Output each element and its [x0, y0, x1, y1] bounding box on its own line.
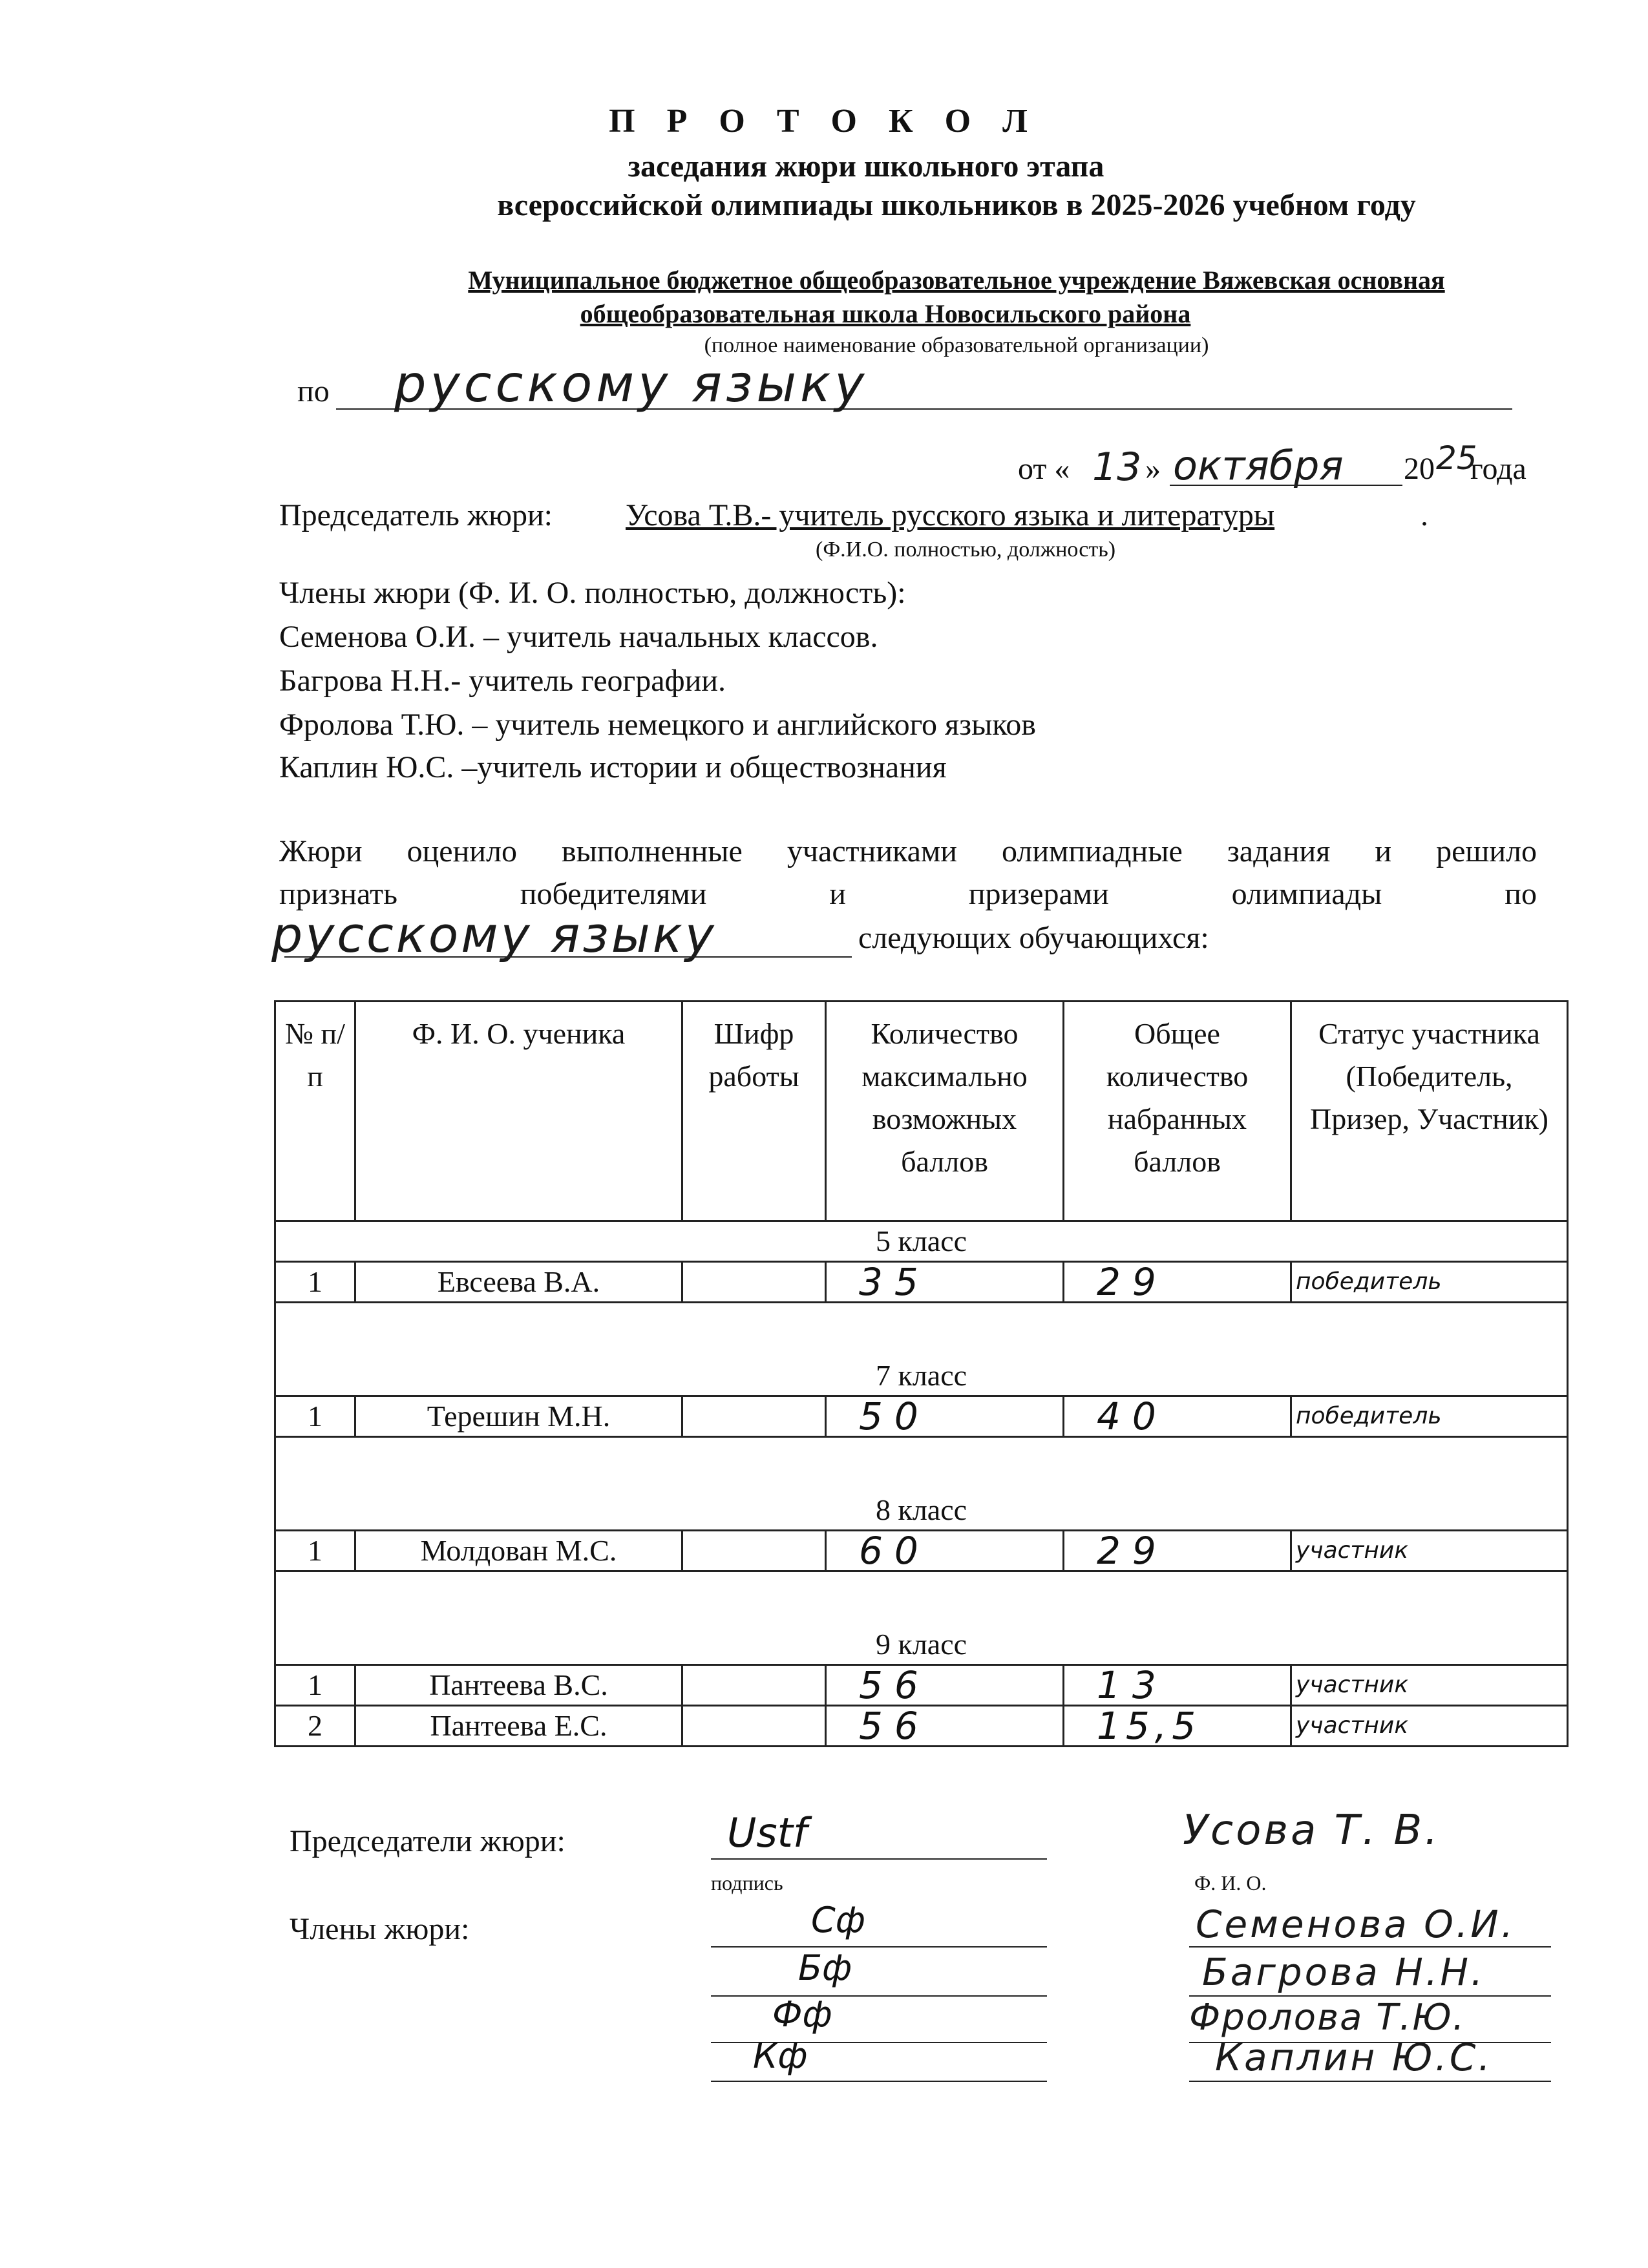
cell-num: 1	[275, 1531, 355, 1571]
chair-period: .	[1421, 498, 1428, 532]
cell-code	[682, 1396, 826, 1437]
document-subtitle-1: заседания жюри школьного этапа	[628, 149, 1104, 184]
date-suffix: года	[1470, 452, 1527, 486]
member-fio-line	[1189, 2081, 1551, 2082]
cell-name: Молдован М.С.	[355, 1531, 682, 1571]
cell-name: Терешин М.Н.	[355, 1396, 682, 1437]
date-day: 13	[1092, 445, 1142, 490]
grade-label: 9 класс	[275, 1571, 1568, 1665]
member-fio-handwritten: Фролова Т.Ю.	[1189, 1997, 1466, 2039]
decision-line-3-suffix: следующих обучающихся:	[858, 921, 1209, 955]
chair-label: Председатель жюри:	[279, 498, 553, 532]
document-subtitle-2: всероссийской олимпиады школьников в 2025-2026 учебном году	[497, 188, 1416, 222]
member-fio-line	[1189, 1946, 1551, 1948]
table-row	[275, 1262, 1568, 1303]
date-month: октября	[1173, 442, 1344, 489]
decision-word: победителями	[520, 877, 707, 911]
org-name-line-1: Муниципальное бюджетное общеобразовательное учреждение Вяжевская основная	[468, 266, 1445, 295]
cell-status: победитель	[1291, 1396, 1568, 1437]
chair-caption: (Ф.И.О. полностью, должность)	[816, 538, 1116, 562]
cell-max: 50	[826, 1396, 1064, 1437]
grade-row	[275, 1303, 1568, 1396]
member-line-3: Фролова Т.Ю. – учитель немецкого и английского языков	[279, 708, 1036, 742]
header-max: Количество максимально возможных баллов	[826, 1002, 1064, 1221]
date-mid: »	[1145, 452, 1161, 486]
header-code: Шифр работы	[682, 1002, 826, 1221]
cell-name: Пантеева В.С.	[355, 1665, 682, 1706]
date-prefix: от «	[1018, 452, 1070, 486]
org-name-line-2: общеобразовательная школа Новосильского района	[580, 299, 1191, 328]
member-sign-line	[711, 1946, 1047, 1948]
decision-line-1: Жюри оценило выполненные участниками олимпиадные задания и решило	[279, 834, 1537, 868]
cell-max: 35	[826, 1262, 1064, 1303]
table-row	[275, 1665, 1568, 1706]
cell-score: 13	[1064, 1665, 1291, 1706]
chair-value: Усова Т.В.- учитель русского языка и литературы	[626, 498, 1275, 532]
member-fio-handwritten: Багрова Н.Н.	[1202, 1950, 1486, 1994]
sign-caption: подпись	[711, 1871, 783, 1895]
grade-label: 7 класс	[275, 1303, 1568, 1396]
cell-num: 1	[275, 1262, 355, 1303]
cell-max: 60	[826, 1531, 1064, 1571]
decision-subject-handwritten: русскому языку	[271, 906, 717, 963]
chair-fio-handwritten: Усова Т. В.	[1183, 1807, 1441, 1854]
cell-score: 15,5	[1064, 1706, 1291, 1747]
member-line-1: Семенова О.И. – учитель начальных классов.	[279, 620, 878, 654]
member-fio-handwritten: Семенова О.И.	[1196, 1902, 1516, 1946]
cell-status: победитель	[1291, 1262, 1568, 1303]
subject-handwritten: русскому языку	[394, 355, 869, 414]
members-label: Члены жюри (Ф. И. О. полностью, должность):	[279, 576, 906, 610]
member-signature: Сф	[811, 1900, 865, 1940]
chair-sign-line	[711, 1858, 1047, 1860]
cell-name: Пантеева Е.С.	[355, 1706, 682, 1747]
cell-status: участник	[1291, 1665, 1568, 1706]
decision-word: и	[829, 877, 846, 911]
grade-label: 5 класс	[275, 1221, 1568, 1262]
header-name: Ф. И. О. ученика	[355, 1002, 682, 1221]
decision-word: олимпиады	[1231, 877, 1382, 911]
table-row	[275, 1531, 1568, 1571]
header-status: Статус участника (Победитель, Призер, Участник)	[1291, 1002, 1568, 1221]
grade-row	[275, 1221, 1568, 1262]
table-row	[275, 1396, 1568, 1437]
grade-row	[275, 1571, 1568, 1665]
member-line-4: Каплин Ю.С. –учитель истории и обществознания	[279, 750, 947, 784]
cell-status: участник	[1291, 1531, 1568, 1571]
cell-status: участник	[1291, 1706, 1568, 1747]
cell-code	[682, 1706, 826, 1747]
cell-score: 40	[1064, 1396, 1291, 1437]
member-sign-line	[711, 1995, 1047, 1997]
date-year-prefix: 20	[1404, 452, 1435, 486]
decision-word: призерами	[968, 877, 1109, 911]
member-fio-handwritten: Каплин Ю.С.	[1215, 2035, 1493, 2079]
header-num: № п/п	[275, 1002, 355, 1221]
cell-num: 1	[275, 1396, 355, 1437]
subject-prefix: по	[297, 374, 330, 408]
cell-max: 56	[826, 1706, 1064, 1747]
header-score: Общее количество набранных баллов	[1064, 1002, 1291, 1221]
decision-subject-underline	[284, 956, 852, 958]
date-year-suffix: 25	[1436, 439, 1477, 477]
cell-code	[682, 1531, 826, 1571]
cell-max: 56	[826, 1665, 1064, 1706]
cell-score: 29	[1064, 1262, 1291, 1303]
org-caption: (полное наименование образовательной организации)	[704, 333, 1209, 357]
member-line-2: Багрова Н.Н.- учитель географии.	[279, 664, 726, 698]
member-sign-line	[711, 2081, 1047, 2082]
grade-label: 8 класс	[275, 1437, 1568, 1531]
grade-row	[275, 1437, 1568, 1531]
member-signature: Бф	[798, 1948, 852, 1988]
document-title: П Р О Т О К О Л	[609, 103, 1039, 140]
table-row	[275, 1706, 1568, 1747]
results-table	[274, 1000, 1569, 1747]
cell-code	[682, 1262, 826, 1303]
member-signature: Фф	[772, 1994, 832, 2035]
cell-score: 29	[1064, 1531, 1291, 1571]
date-month-underline	[1170, 485, 1402, 486]
cell-num: 2	[275, 1706, 355, 1747]
member-signature: Кф	[753, 2035, 808, 2076]
decision-word: по	[1505, 877, 1537, 911]
chair-signature: Ustf	[727, 1809, 807, 1856]
cell-num: 1	[275, 1665, 355, 1706]
cell-name: Евсеева В.А.	[355, 1262, 682, 1303]
signatures-chair-label: Председатели жюри:	[290, 1824, 565, 1858]
fio-caption: Ф. И. О.	[1194, 1871, 1267, 1895]
cell-code	[682, 1665, 826, 1706]
table-header-row	[275, 1002, 1568, 1221]
signatures-members-label: Члены жюри:	[290, 1912, 470, 1946]
decision-word: признать	[279, 877, 397, 911]
